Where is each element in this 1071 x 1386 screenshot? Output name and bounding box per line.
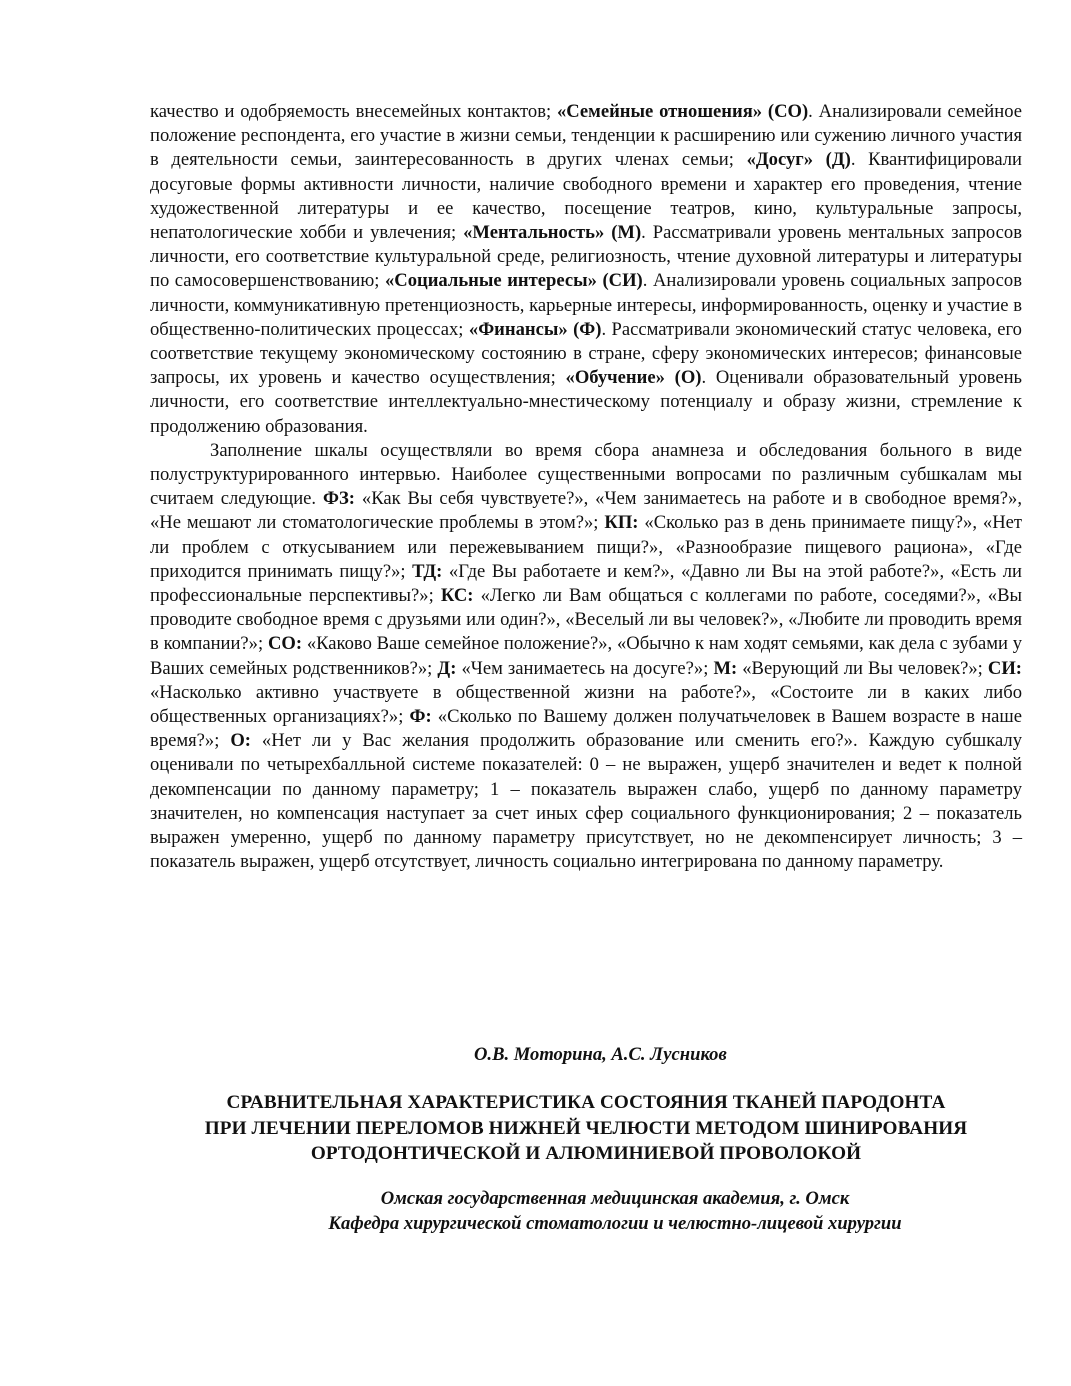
article-affiliation: [150, 1187, 1071, 1236]
text-run: «Где Вы работаете и кем?», «Давно ли Вы на этой работе?», «Есть ли профессиональные перспективы?»;: [150, 560, 1022, 607]
affiliation-line: Омская государственная медицинская академия, г. Омск: [380, 1188, 850, 1209]
text-run: «Каково Ваше семейное положение?», «Обычно к нам ходят семьями, как дела с зубами у Ваших семейных родственников?»;: [150, 633, 1023, 679]
text-run: «Как Вы себя чувствуете?», «Чем занимаетесь на работе и в свободное время?», «Не мешают ли стоматологические проблемы в этом?»;: [150, 488, 1022, 534]
text-run: Заполнение шкалы осуществляли во время сбора анамнеза и обследования больного в виде полуструктурированного интервью. Наиболее существенными вопросами по различным субшкалам мы считаем следующие.: [150, 439, 1022, 510]
text-run: . Рассматривали экономический статус человека, его соответствие текущему экономическому состоянию в стране, сферу экономических интересов; финансовые запросы, их уровень и качество осуществления;: [150, 318, 1022, 389]
bold-term: О:: [230, 730, 251, 752]
text-run: качество и одобряемость внесемейных контактов;: [150, 101, 557, 122]
bold-term: СИ:: [987, 657, 1022, 679]
text-run: . Анализировали уровень социальных запросов личности, коммуникативную претенциозность, карьерные интересы, информированность, оценку и участие в общественно-политических процессах;: [150, 270, 1022, 340]
text-run: «Насколько активно участвуете в общественной жизни на работе?», «Состоите ли в каких либо общественных организациях?»;: [150, 681, 1022, 728]
bold-term: СО:: [267, 633, 303, 655]
bold-term: КП:: [604, 512, 639, 534]
bold-term: «Финансы» (Ф): [468, 318, 602, 340]
bold-term: М:: [713, 657, 738, 679]
text-run: «Легко ли Вам общаться с коллегами по работе, соседями?», «Вы проводите свободное время с друзьями или один?», «Веселый ли вы человек?», «Любите ли проводить время в компании?»;: [150, 585, 1022, 655]
text-run: . Рассматривали уровень ментальных запросов личности, его соответствие культуральной среде, религиозность, чтение духовной литературы и литературы по самосовершенствованию;: [150, 222, 1022, 292]
document-body: [150, 100, 1022, 875]
article-authors: О.В. Моторина, А.С. Лусников: [474, 1044, 727, 1065]
text-run: . Квантифицировали досуговые формы активности личности, наличие свободного времени и характер его проведения, чтение художественной литературы и ее качество, посещение театров, кино, культуральные запросы, непатологические хобби и увлечения;: [150, 149, 1022, 244]
bold-term: «Досуг» (Д): [746, 149, 851, 171]
text-run: «Верующий ли Вы человек?»;: [737, 657, 988, 679]
text-run: «Сколько по Вашему должен получатьчеловек в Вашем возрасте в наше время?»;: [150, 706, 1022, 752]
text-run: «Чем занимаетесь на досуге?»;: [456, 657, 714, 679]
bold-term: КС:: [440, 585, 474, 607]
bold-term: ТД:: [412, 560, 443, 582]
article-title-line: СРАВНИТЕЛЬНАЯ ХАРАКТЕРИСТИКА СОСТОЯНИЯ ТКАНЕЙ ПАРОДОНТА: [226, 1092, 946, 1113]
text-run: «Сколько раз в день принимаете пищу?», «Нет ли проблем с откусыванием или пережевыванием пищи?», «Разнообразие пищевого рациона», «Где приходится принимать пищу?»;: [150, 512, 1022, 582]
affiliation-line: Кафедра хирургической стоматологии и челюстно-лицевой хирургии: [328, 1212, 902, 1234]
article-title-line: ОРТОДОНТИЧЕСКОЙ И АЛЮМИНИЕВОЙ ПРОВОЛОКОЙ: [310, 1143, 862, 1164]
bold-term: «Ментальность» (М): [463, 222, 642, 244]
bold-term: «Социальные интересы» (СИ): [384, 270, 643, 292]
bold-term: Ф:: [409, 706, 432, 728]
paragraph-subscales-description: [150, 100, 1022, 439]
paragraph-interview-questions: [150, 439, 1022, 875]
bold-term: Д:: [437, 657, 457, 679]
article-title-line: ПРИ ЛЕЧЕНИИ ПЕРЕЛОМОВ НИЖНЕЙ ЧЕЛЮСТИ МЕТОДОМ ШИНИРОВАНИЯ: [204, 1117, 968, 1139]
bold-term: «Обучение» (О): [565, 367, 702, 389]
text-run: «Нет ли у Вас желания продолжить образование или сменить его?». Каждую субшкалу оценивали по четырехбалльной системе показателей: 0 – не выражен, ущерб значителен и ведет к полной декомпенсации по данному параметру; 1 – показатель выражен слабо, ущерб по данному параметру значителен, но компенсация наступает за счет иных сфер социального функционирования; 2 – показатель выражен умеренно, ущерб по данному параметру присутствует, но не декомпенсирует личность; 3 – показатель выражен, ущерб отсутствует, личность социально интегрирована по данному параметру.: [150, 730, 1022, 873]
article-title: [150, 1090, 1022, 1167]
text-run: . Анализировали семейное положение респондента, его участие в жизни семьи, тенденции к расширению или сужению личного участия в деятельности семьи, заинтересованность в других членах семьи;: [150, 101, 1022, 171]
text-run: . Оценивали образовательный уровень личности, его соответствие интеллектуально-мнестическому потенциалу и образу жизни, стремление к продолжению образования.: [150, 367, 1023, 437]
bold-term: «Семейные отношения» (СО): [556, 101, 809, 122]
bold-term: ФЗ:: [323, 488, 355, 510]
